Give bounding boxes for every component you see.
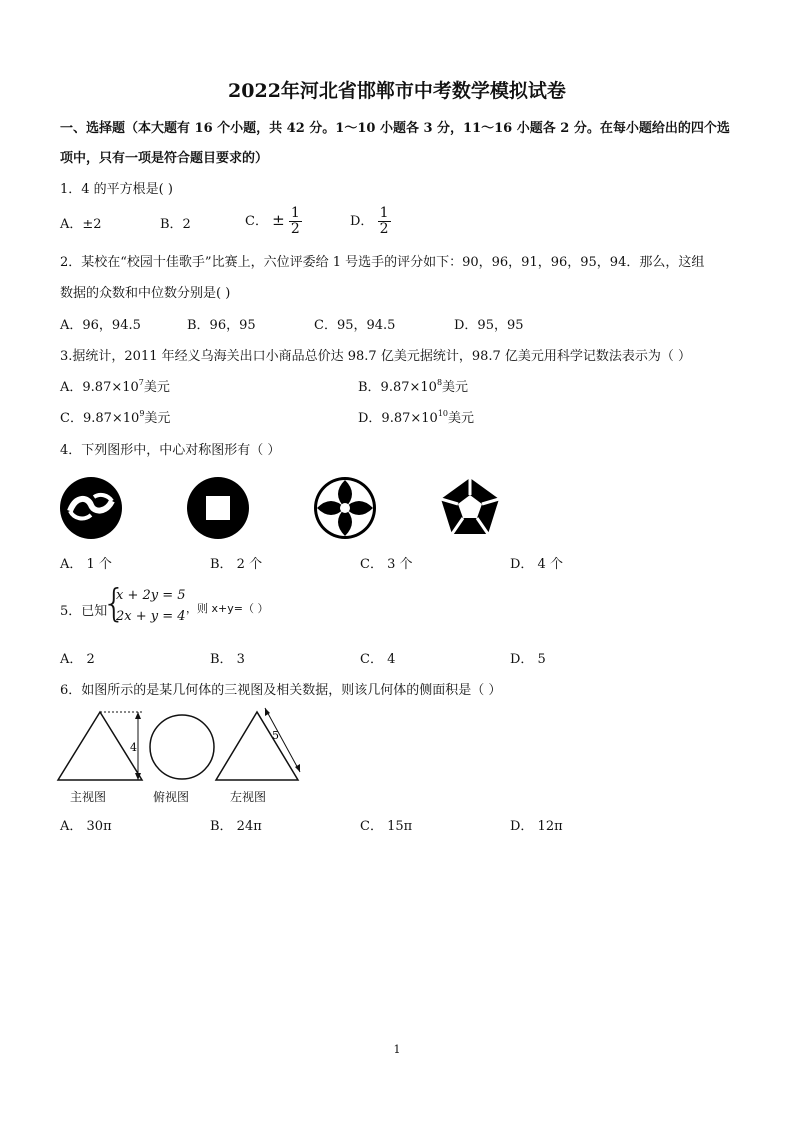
q6-option-d: D． 12π [510,819,563,834]
fraction-numerator: 1 [290,205,300,221]
q6-option-b: B． 24π [210,819,262,834]
q5-equation-1: x + 2y = 5 [116,588,186,603]
q6-option-c: C． 15π [360,819,413,834]
q4-figure-four-petals [310,473,380,543]
q3-option-c-unit: 美元 [144,411,171,426]
q2-option-c: C．95，94.5 [314,318,396,333]
q2-option-b: B．96，95 [187,318,256,333]
q3-option-d [358,407,474,426]
q6-slant-label: 5 [272,729,279,742]
q5-equation-2: 2x + y = 4 [116,609,186,624]
q2-option-d: D．95，95 [454,318,524,333]
q1-option-d-fraction [378,206,391,237]
q1-stem: 1．4 的平方根是( ) [60,182,173,197]
q6-caption-top-view: 俯视图 [153,790,190,804]
fraction-denominator: 2 [290,221,300,237]
q4-option-c: C． 3 个 [360,557,413,572]
q5-option-d: D． 5 [510,652,546,667]
q3-option-a-unit: 美元 [143,380,170,395]
q2-option-a: A．96，94.5 [60,318,141,333]
q3-option-c [60,407,170,426]
section-heading-line2: 项中，只有一项是符合题目要求的） [60,151,269,166]
q1-option-c-label: C． [245,214,268,229]
page-title: 2022年河北省邯郸市中考数学模拟试卷 [228,80,566,102]
q6-caption-front-view: 主视图 [70,790,107,804]
q5-equation-system [116,585,186,627]
q3-option-b-exponent: 8 [436,378,443,387]
q3-option-a-base: A．9.87×10 [60,380,139,395]
q1-option-d [350,206,391,237]
q1-option-c [245,206,302,237]
q6-three-views-figure [54,706,304,786]
section-heading-line1: 一、选择题（本大题有 16 个小题，共 42 分。1～10 小题各 3 分，11～16 小题各 2 分。在每小题给出的四个选 [60,121,730,136]
q3-option-d-unit: 美元 [448,411,475,426]
q1-option-c-fraction [289,206,302,237]
q4-figure-square-in-circle [183,473,253,543]
page-number: 1 [393,1043,401,1056]
q2-stem-line1: 2．某校在“校园十佳歌手”比赛上，六位评委给 1 号选手的评分如下：90，96，91，96，95，94．那么，这组 [60,255,705,270]
q1-option-d-label: D． [350,214,374,229]
q3-option-c-exponent: 9 [139,409,145,418]
q5-suffix: ，则 x+y=（ ） [186,602,269,615]
q3-stem: 3.据统计，2011 年经义乌海关出口小商品总价达 98.7 亿美元据统计，98.7 亿美元用科学记数法表示为（ ） [60,349,692,364]
q4-option-b: B． 2 个 [210,557,263,572]
q3-option-c-base: C．9.87×10 [60,411,140,426]
q6-caption-side-view: 左视图 [230,790,267,804]
q5-option-b: B． 3 [210,652,245,667]
fraction-numerator: 1 [379,205,389,221]
q4-figure-swirl [56,473,126,543]
q4-option-d: D． 4 个 [510,557,563,572]
q4-option-a: A． 1 个 [60,557,112,572]
q3-option-b [358,376,468,395]
q3-option-a [60,376,170,395]
q6-option-a: A． 30π [60,819,112,834]
q5-prefix: 5．已知 [60,604,108,619]
q3-option-b-unit: 美元 [442,380,469,395]
q1-option-b: B．2 [160,217,191,232]
q5-option-a: A． 2 [60,652,95,667]
q4-stem: 4．下列图形中，中心对称图形有（ ） [60,443,281,458]
q3-option-b-base: B．9.87×10 [358,380,437,395]
q4-figure-pentagon-flower [435,473,505,543]
q3-option-a-exponent: 7 [138,378,144,387]
q1-option-a: A．±2 [60,217,102,232]
fraction-denominator: 2 [379,221,389,237]
q3-option-d-exponent: 10 [437,409,448,418]
q6-height-label: 4 [130,741,137,754]
q5-option-c: C． 4 [360,652,396,667]
q3-option-d-base: D．9.87×10 [358,411,438,426]
q2-stem-line2: 数据的众数和中位数分别是( ) [60,286,231,301]
q6-stem: 6．如图所示的是某几何体的三视图及相关数据，则该几何体的侧面积是（ ） [60,683,502,698]
q1-option-c-pm: ± [272,211,285,229]
q5-brace: { [102,581,127,625]
